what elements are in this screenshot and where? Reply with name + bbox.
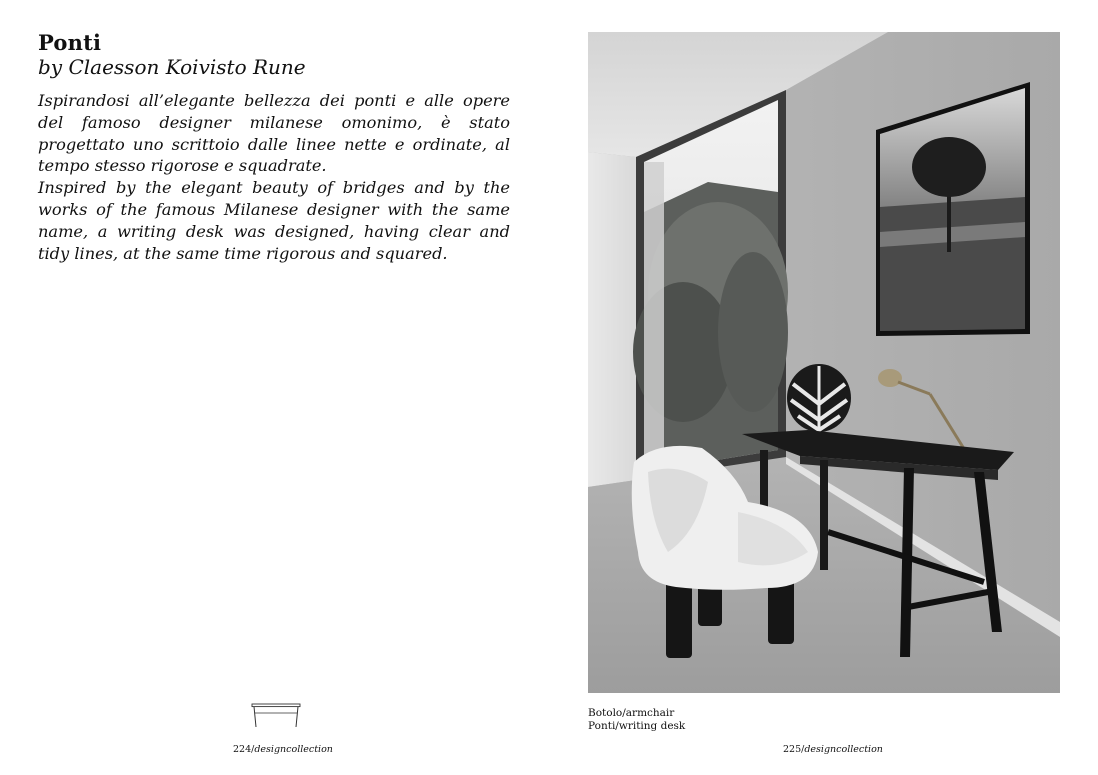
page-number-value: 225/ <box>783 744 805 755</box>
product-title: Ponti <box>38 30 102 55</box>
caption-writing-desk: Ponti/writing desk <box>588 719 686 732</box>
page-number-left <box>233 744 333 755</box>
writing-desk-outline-icon <box>251 701 301 729</box>
page-section-label: designcollection <box>804 744 883 755</box>
page-number-value: 224/ <box>233 744 255 755</box>
description <box>38 90 510 264</box>
description-italian: Ispirandosi all’elegante bellezza dei ponti e alle opere del famoso designer milanese omonimo, è stato progettato uno scrittoio dalle linee nette e ordinate, al tempo stesso rigorose e squadrate. <box>38 91 510 176</box>
caption-armchair: Botolo/armchair <box>588 707 675 719</box>
photo-caption <box>588 707 685 732</box>
interior-photo <box>588 32 1060 693</box>
page-section-label: designcollection <box>254 744 333 755</box>
designer-byline: by Claesson Koivisto Rune <box>38 55 306 79</box>
description-english: Inspired by the elegant beauty of bridges and by the works of the famous Milanese designer with the same name, a writing desk was designed, having clear and tidy lines, at the same time rigorous and squared. <box>38 178 510 263</box>
page-number-right <box>783 744 883 755</box>
